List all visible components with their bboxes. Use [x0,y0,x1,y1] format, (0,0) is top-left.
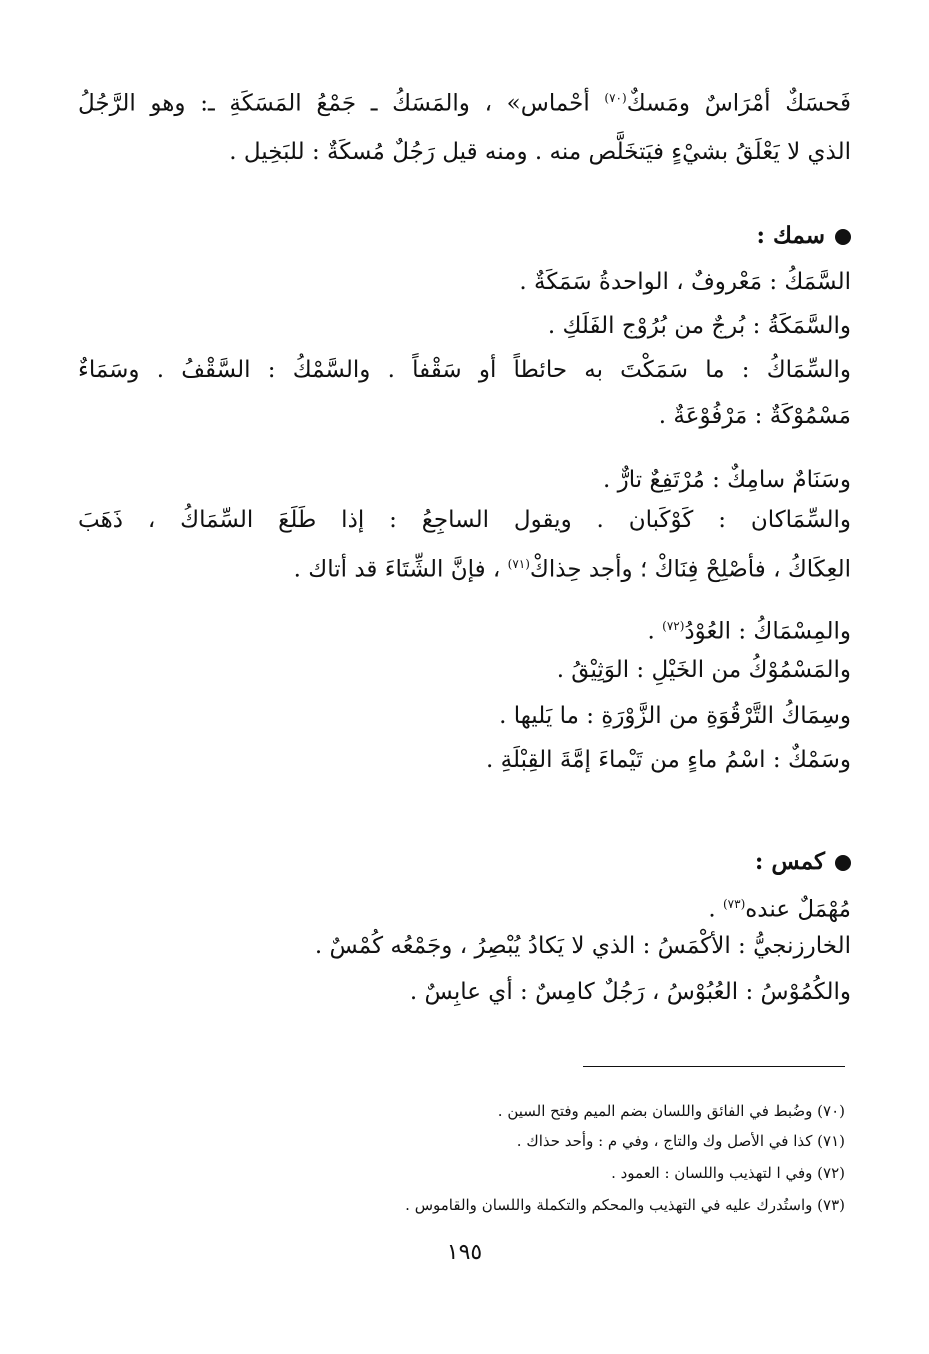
entry-line [548,306,851,346]
footnote-70: (٧٠) وضُبط في الفائق واللسان بضم الميم وفتح السين . [497,1102,845,1120]
entry-text: والسِّمَاكُ : ما سَمَكْتَ به حائطاً أو سَقْفاً . والسَّمْكُ : السَّقْفُ . وسَمَاءٌ [78,357,851,383]
entry-text: والسَّمَكَةُ : بُرجٌ من بُرُوْج الفَلَكِ . [547,313,851,339]
entry-text: العِكَاكُ ، فأصْلِحْ فِنَاكْ ؛ وأجد حِذاكْ [529,556,851,583]
entry-text-after: . [708,896,723,923]
bullet-icon [835,855,851,871]
entry-text: الخارزنجيُّ : الأكْمَسُ : الذي لا يَكادُ يُبْصِرُ ، وجَمْعُه كُمْسٌ . [314,933,851,959]
intro-line-1 [78,78,851,124]
entry-text: والسِّمَاكان : كَوْكَبان . ويقول الساجِعُ : إذا طَلَعَ السِّمَاكُ ، ذَهَبَ [78,507,851,533]
entry-line [708,884,851,930]
entry-text: وسَنَامٌ سامِكٌ : مُرْتَفِعٌ تارٌّ . [603,467,851,493]
footnote-ref-73: (٧٣) [722,897,746,911]
intro-line-2 [229,132,851,172]
entry-text: وسِمَاكُ التَّرْقُوَةِ من الزَّوْرَةِ : ما يَليها . [499,703,851,729]
intro-line-1-after: أحْماس» ، والمَسَكُ ـ جَمْعُ المَسَكَةِ ـ: وهو الرَّجُلُ [78,90,605,117]
footnote-72: (٧٢) وفي ا لتهذيب واللسان : العمود . [611,1164,845,1182]
entry-line [486,740,851,780]
entry-line [557,650,851,690]
footnote-71: (٧١) كذا في الأصل وك والتاج ، وفي م : وأحد حذاك . [516,1132,845,1150]
entry-text-after: . [647,618,663,645]
entry-line [499,696,851,736]
footnote-ref-71: (٧١) [507,557,530,571]
entry-line [519,262,851,302]
entry-text: السَّمَكُ : مَعْروفٌ ، الواحدةُ سَمَكَةٌ . [519,269,851,295]
entry-line [315,926,851,966]
footnote-73: (٧٣) واستُدرك عليه في التهذيب والمحكم والتكملة واللسان والقاموس . [405,1196,845,1214]
entry-text: وسَمْكٌ : اسْمُ ماءٍ من تَيْماءَ إمَّةَ القِبْلَةِ . [486,747,851,773]
section-heading-kamas-text: كمس : [754,848,825,875]
entry-line [603,460,851,500]
footnote-ref-70: (٧٠) [604,91,627,105]
entry-text: مَسْمُوْكَةٌ : مَرْفُوْعَةٌ . [658,403,851,429]
entry-line [294,544,851,590]
entry-text: والمَسْمُوْكُ من الخَيْلِ : الوَثِيْقُ . [556,657,851,683]
page-number: ١٩٥ [446,1240,483,1265]
entry-line [78,500,851,540]
entry-text: والكُمُوْسُ : العُبُوْسُ ، رَجُلٌ كامِسٌ : أي عابِسٌ . [409,979,851,1005]
entry-line [648,606,851,652]
entry-text: والمِسْمَاكُ : العُوْدُ [684,618,851,645]
entry-line [78,350,851,390]
bullet-icon [835,229,851,245]
entry-line [410,972,851,1012]
entry-text-after: ، فإنَّ الشِّتَاءَ قد أتاك . [293,556,508,583]
section-heading-kamas [755,842,851,882]
footnote-separator [583,1066,845,1067]
entry-text: مُهْمَلٌ عنده [745,896,851,923]
entry-line [659,396,851,436]
intro-line-1-text: فَحسَكٌ أمْرَاسٌ ومَسكٌ [626,90,851,117]
section-heading-samak-text: سمك : [756,222,825,249]
footnote-ref-72: (٧٢) [662,619,685,633]
intro-line-2-text: الذي لا يَعْلَقُ بشيْءٍ فيَتخَلَّص منه . ومنه قيل رَجُلٌ مُسكَةٌ : للبَخِيل . [229,139,851,165]
section-heading-samak [757,216,851,256]
